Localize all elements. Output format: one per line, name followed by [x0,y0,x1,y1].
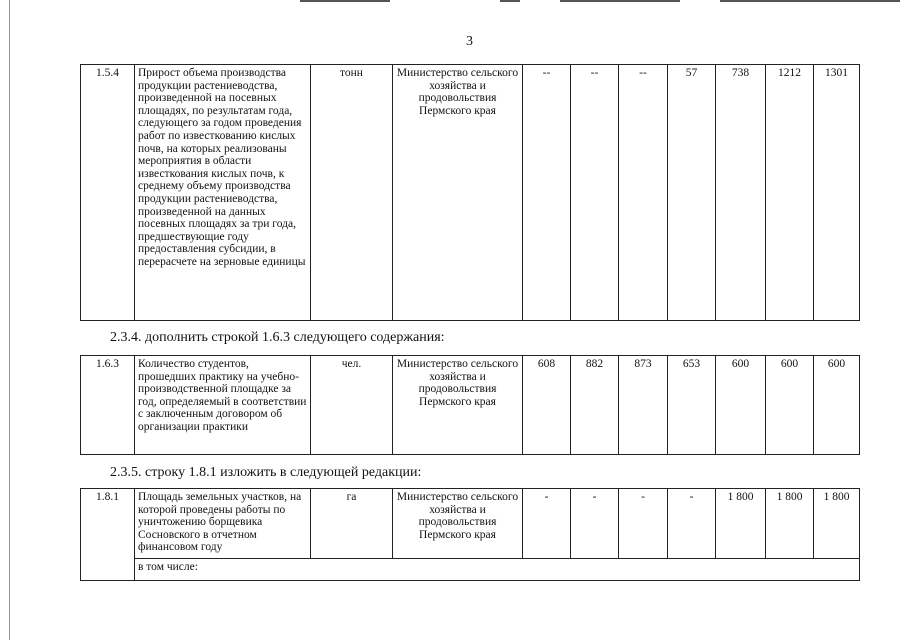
indicator-table-1-5-4 [80,64,860,321]
value-cell: 882 [571,356,619,455]
value-cell: 600 [814,356,860,455]
value-cell: 1212 [766,65,814,321]
subitem-label: в том числе: [135,559,860,581]
indicator-name: Прирост объема производства продукции растениеводства, произведенной на посевных площадях, по результатам года, следующего за годом проведения работ по известкованию кислых почв, на которых реализованы мероприятия в области известкования кислых почв, к среднему объему производства продукции растениеводства, произведенной на данных посевных площадях за три года, предшествующие году предоставления субсидии, в перерасчете на зерновые единицы [135,65,311,321]
table-row [81,489,860,559]
responsible-org: Министерство сельского хозяйства и продовольствия Пермского края [393,356,523,455]
page-edge-line [9,0,10,640]
row-number: 1.8.1 [81,489,135,581]
value-cell: -- [619,65,668,321]
value-cell: -- [571,65,619,321]
value-cell: - [523,489,571,559]
value-cell: 57 [668,65,716,321]
value-cell: 1 800 [814,489,860,559]
scan-artifact [720,0,900,2]
responsible-org: Министерство сельского хозяйства и продовольствия Пермского края [393,65,523,321]
indicator-table-1-6-3 [80,355,860,455]
table-row [81,65,860,321]
value-cell: 600 [766,356,814,455]
table-row [81,559,860,581]
value-cell: - [668,489,716,559]
table-row [81,356,860,455]
value-cell: 1301 [814,65,860,321]
scan-artifact [500,0,520,2]
value-cell: 608 [523,356,571,455]
value-cell: 1 800 [766,489,814,559]
value-cell: - [571,489,619,559]
value-cell: 738 [716,65,766,321]
indicator-table-1-8-1 [80,488,860,581]
unit: тонн [311,65,393,321]
row-number: 1.6.3 [81,356,135,455]
unit: чел. [311,356,393,455]
value-cell: 600 [716,356,766,455]
value-cell: 873 [619,356,668,455]
value-cell: - [619,489,668,559]
amendment-instruction: 2.3.4. дополнить строкой 1.6.3 следующего содержания: [110,330,445,345]
amendment-instruction: 2.3.5. строку 1.8.1 изложить в следующей редакции: [110,465,422,480]
indicator-name: Количество студентов, прошедших практику на учебно-производственной площадке за год, определяемый в соответствии с заключенным договором об организации практики [135,356,311,455]
value-cell: 1 800 [716,489,766,559]
responsible-org: Министерство сельского хозяйства и продовольствия Пермского края [393,489,523,559]
indicator-name: Площадь земельных участков, на которой проведены работы по уничтожению борщевика Сосновского в отчетном финансовом году [135,489,311,559]
scan-artifact [560,0,680,2]
unit: га [311,489,393,559]
row-number: 1.5.4 [81,65,135,321]
value-cell: -- [523,65,571,321]
value-cell: 653 [668,356,716,455]
scan-artifact [300,0,390,2]
page-number: 3 [466,34,473,49]
